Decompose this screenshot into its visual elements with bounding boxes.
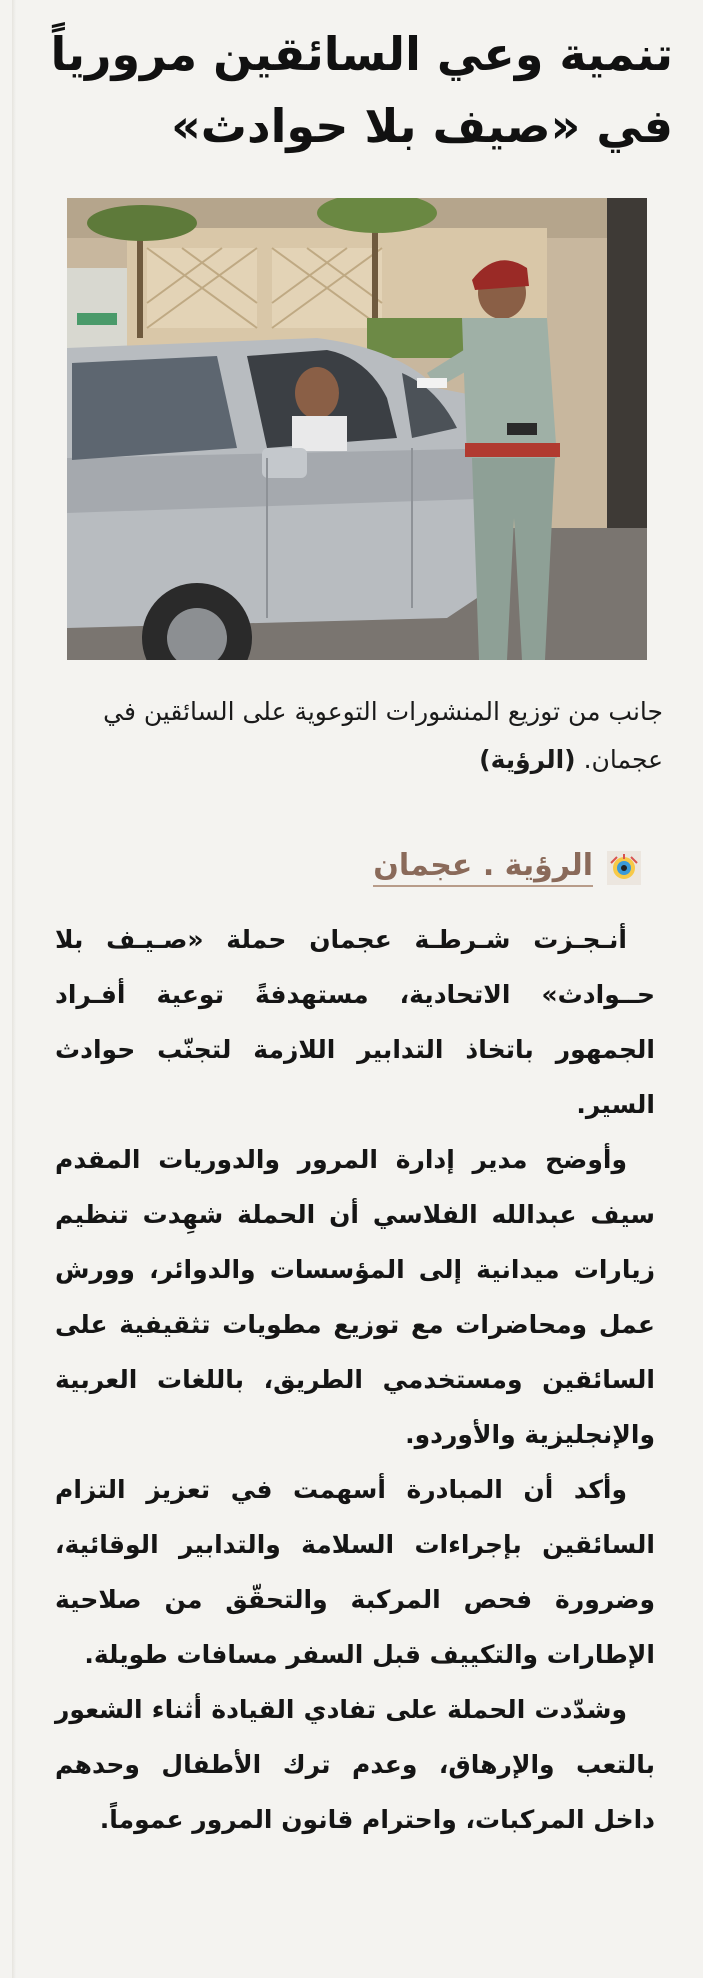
paragraph-1: أنـجـزت شـرطـة عجمان حملة «صـيـف بلا حــوادث» الاتحادية، مستهدفةً توعية أفـراد الجمهور باتخاذ التدابير اللازمة لتجنّب حوادث السير. [55, 925, 655, 1119]
byline-text: الرؤية . عجمان [373, 848, 593, 887]
paragraph-4: وشدّدت الحملة على تفادي القيادة أثناء الشعور بالتعب والإرهاق، وعدم ترك الأطفال وحدهم داخل المركبات، واحترام قانون المرور عموماً. [55, 1695, 655, 1834]
caption-credit: (الرؤية) [479, 745, 576, 774]
article-headline [33, 18, 673, 162]
article-photo [67, 198, 647, 660]
headline-line-2: في «صيف بلا حوادث» [171, 99, 673, 153]
eye-logo-icon [607, 851, 641, 885]
byline [221, 848, 641, 887]
paragraph-2: وأوضح مدير إدارة المرور والدوريات المقدم سيف عبدالله الفلاسي أن الحملة شهِدت تنظيم زيارات ميدانية إلى المؤسسات والدوائر، وورش عمل ومحاضرات مع توزيع مطويات تثقيفية على السائقين ومستخدمي الطريق، باللغات العربية والإنجليزية والأوردو. [55, 1145, 655, 1449]
headline-line-1: تنمية وعي السائقين مرورياً [50, 27, 673, 81]
photo-police-officer-car-icon [67, 198, 647, 660]
caption-text: جانب من توزيع المنشورات التوعوية على السائقين في عجمان. [103, 697, 663, 774]
photo-caption [63, 688, 663, 784]
paragraph-3: وأكد أن المبادرة أسهمت في تعزيز التزام السائقين بإجراءات السلامة والتدابير الوقائية، وضرورة فحص المركبة والتحقّق من صلاحية الإطارات والتكييف قبل السفر مسافات طويلة. [55, 1475, 655, 1669]
article-body [55, 912, 655, 1847]
